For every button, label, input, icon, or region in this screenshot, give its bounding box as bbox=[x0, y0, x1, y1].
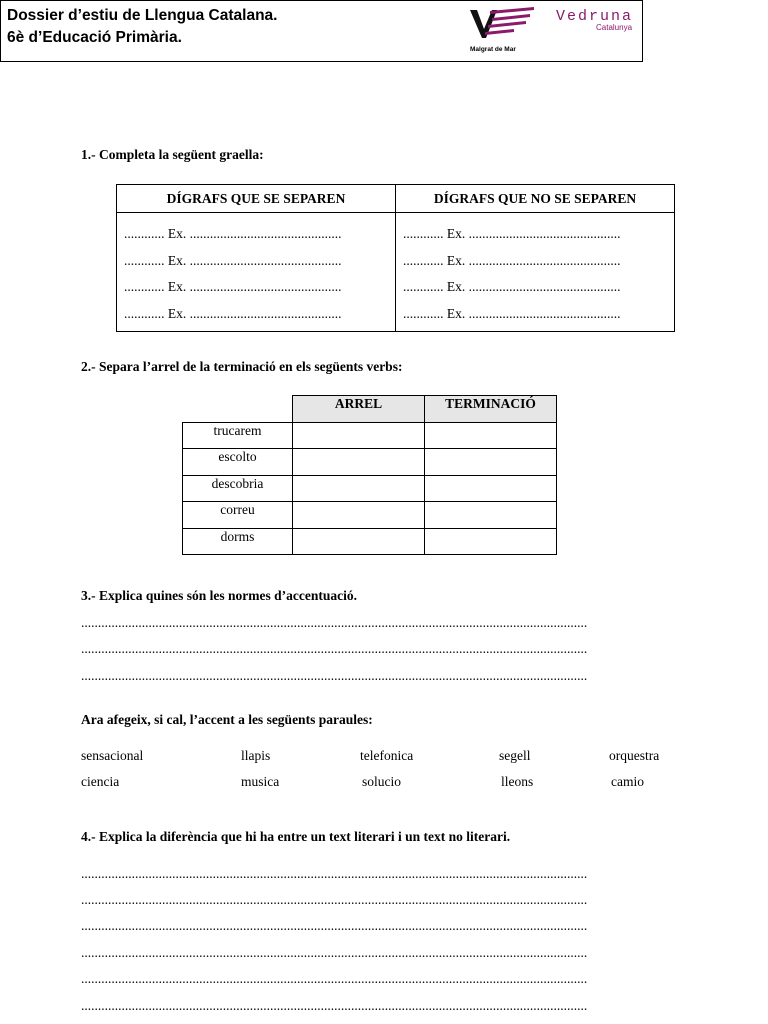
question-1-heading: 1.- Completa la següent graella: bbox=[81, 147, 264, 162]
answer-line[interactable]: ...................................................................................................................................................... bbox=[81, 971, 588, 986]
digraphs-table bbox=[116, 184, 675, 332]
word-item: llapis bbox=[241, 748, 271, 763]
verb-label: correu bbox=[183, 502, 293, 529]
no-separen-cell[interactable] bbox=[396, 213, 675, 332]
vedruna-logo bbox=[468, 5, 638, 57]
terminacio-input-cell[interactable] bbox=[425, 528, 557, 555]
terminacio-input-cell[interactable] bbox=[425, 502, 557, 529]
answer-line[interactable]: ...................................................................................................................................................... bbox=[81, 668, 588, 683]
arrel-input-cell[interactable] bbox=[293, 422, 425, 449]
fill-line: ............ Ex. ............................................. bbox=[124, 279, 342, 294]
arrel-input-cell[interactable] bbox=[293, 528, 425, 555]
answer-line[interactable]: ...................................................................................................................................................... bbox=[81, 866, 588, 881]
fill-line: ............ Ex. ............................................. bbox=[403, 279, 621, 294]
fill-line: ............ Ex. ............................................. bbox=[403, 252, 621, 268]
terminacio-input-cell[interactable] bbox=[425, 475, 557, 502]
word-item: solucio bbox=[362, 774, 401, 789]
question-4-heading: 4.- Explica la diferència que hi ha entre un text literari i un text no literari. bbox=[81, 829, 511, 844]
answer-line[interactable]: ...................................................................................................................................................... bbox=[81, 615, 588, 630]
arrel-input-cell[interactable] bbox=[293, 502, 425, 529]
word-item: ciencia bbox=[81, 774, 120, 789]
answer-line[interactable]: ...................................................................................................................................................... bbox=[81, 998, 588, 1013]
arrel-input-cell[interactable] bbox=[293, 475, 425, 502]
separen-cell[interactable] bbox=[117, 213, 396, 332]
document-subtitle: 6è d’Educació Primària. bbox=[7, 29, 182, 46]
terminacio-input-cell[interactable] bbox=[425, 422, 557, 449]
empty-corner bbox=[183, 396, 293, 423]
answer-line[interactable]: ...................................................................................................................................................... bbox=[81, 892, 588, 907]
answer-line[interactable]: ...................................................................................................................................................... bbox=[81, 918, 588, 933]
logo-brand: Vedruna bbox=[556, 8, 634, 25]
answer-line[interactable]: ...................................................................................................................................................... bbox=[81, 641, 588, 656]
word-item: telefonica bbox=[360, 748, 414, 763]
col-header-terminacio: TERMINACIÓ bbox=[425, 396, 557, 423]
logo-region: Catalunya bbox=[596, 23, 633, 32]
question-3-heading: 3.- Explica quines són les normes d’accentuació. bbox=[81, 588, 358, 603]
verb-label: escolto bbox=[183, 449, 293, 476]
question-2-heading: 2.- Separa l’arrel de la terminació en els següents verbs: bbox=[81, 359, 403, 374]
word-item: musica bbox=[241, 774, 280, 789]
fill-line: ............ Ex. ............................................. bbox=[124, 305, 342, 321]
document-title: Dossier d’estiu de Llengua Catalana. bbox=[7, 7, 278, 24]
arrel-input-cell[interactable] bbox=[293, 449, 425, 476]
verb-label: descobria bbox=[183, 475, 293, 502]
word-item: segell bbox=[499, 748, 531, 763]
document-header bbox=[0, 0, 643, 62]
word-item: lleons bbox=[501, 774, 534, 789]
answer-line[interactable]: ...................................................................................................................................................... bbox=[81, 945, 588, 960]
fill-line: ............ Ex. ............................................. bbox=[403, 226, 621, 241]
terminacio-input-cell[interactable] bbox=[425, 449, 557, 476]
logo-place: Malgrat de Mar bbox=[470, 46, 516, 53]
verb-label: dorms bbox=[183, 528, 293, 555]
fill-line: ............ Ex. ............................................. bbox=[403, 305, 621, 321]
fill-line: ............ Ex. ............................................. bbox=[124, 226, 342, 241]
col-header-arrel: ARREL bbox=[293, 396, 425, 423]
col-header-no-separen: DÍGRAFS QUE NO SE SEPAREN bbox=[396, 185, 675, 213]
word-item: camio bbox=[611, 774, 644, 789]
verbs-table bbox=[182, 395, 557, 555]
accent-exercise-heading: Ara afegeix, si cal, l’accent a les següents paraules: bbox=[81, 712, 373, 727]
word-item: sensacional bbox=[81, 748, 144, 763]
verb-label: trucarem bbox=[183, 422, 293, 449]
word-item: orquestra bbox=[609, 748, 660, 763]
fill-line: ............ Ex. ............................................. bbox=[124, 252, 342, 268]
col-header-separen: DÍGRAFS QUE SE SEPAREN bbox=[117, 185, 396, 213]
